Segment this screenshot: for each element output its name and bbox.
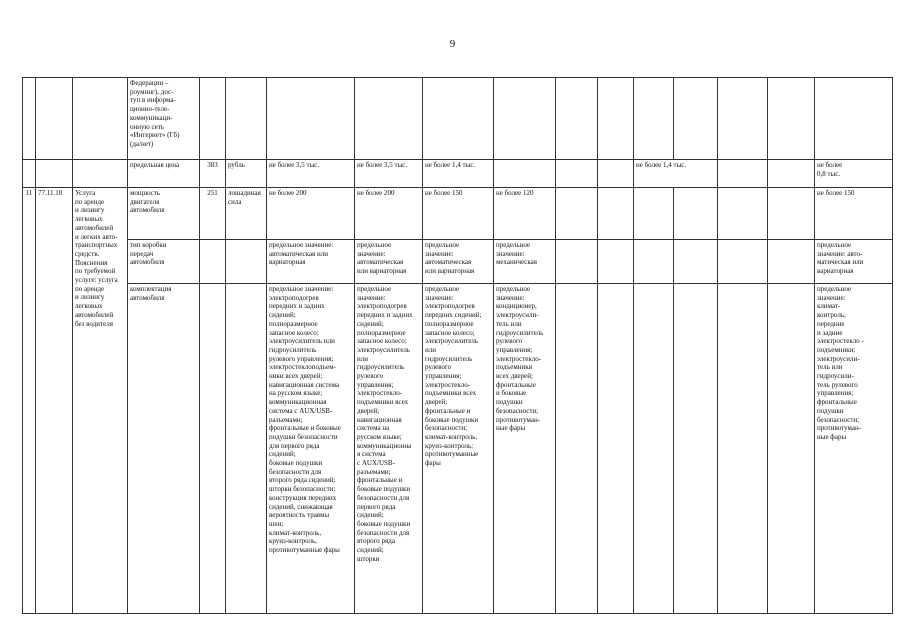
okei-code-cell: 383 bbox=[200, 160, 226, 188]
value-cell: не более 3,5 тыс. bbox=[267, 160, 355, 188]
cell bbox=[556, 160, 598, 188]
unit-cell: рубль bbox=[226, 160, 267, 188]
value-cell: не более 150 bbox=[423, 188, 494, 240]
cell bbox=[768, 78, 815, 160]
catalog-table bbox=[22, 77, 893, 614]
cell bbox=[598, 78, 634, 160]
page-number: 9 bbox=[449, 38, 456, 50]
cell bbox=[355, 78, 423, 160]
cell bbox=[718, 188, 768, 240]
equipment-row bbox=[23, 284, 893, 614]
value-cell: не более 200 bbox=[355, 188, 423, 240]
cell bbox=[815, 78, 893, 160]
unit-cell: лошадиная сила bbox=[226, 188, 267, 240]
value-cell: не более 200 bbox=[267, 188, 355, 240]
cell bbox=[73, 78, 128, 160]
cell bbox=[267, 78, 355, 160]
cell bbox=[23, 160, 36, 188]
cell bbox=[36, 78, 73, 160]
power-row bbox=[23, 188, 893, 240]
okei-code-cell: 251 bbox=[200, 188, 226, 240]
service-name-cell: Услуга по аренде и лизингу легковых автомобилей и легких авто- транспортных средств. Пояснения по требуемой услуге: услуга по аренде и лизингу легковых автомобилей без водителя bbox=[73, 188, 128, 614]
row-number-cell: 11 bbox=[23, 188, 36, 614]
cell bbox=[494, 78, 556, 160]
cell bbox=[674, 284, 718, 614]
characteristic-cell: Федерации – роуминг), дос- туп в информа- ционно-теле- коммуникаци- онную сеть «Интернет» (Гб) (да/нет) bbox=[128, 78, 200, 160]
value-cell: предельное значение: электроподогрев передних сидений; полноразмерное запасное колесо; электроусилитель или гидроусилитель рулевого управления; электростекло- подъемники всех дверей; фронтальные и боковые подушки безопасности; климат-контроль, круиз-контроль; противотуманные фары bbox=[423, 284, 494, 614]
cell bbox=[556, 240, 598, 284]
value-cell: предельное значение: автоматическая или вариаторная bbox=[423, 240, 494, 284]
value-cell: предельное значение: электроподогрев передних и задних сидений; полноразмерное запасное колесо; электроусилитель или гидроусилитель рулевого управления; электростеклоподъем- ники всех дверей; навигационная система на русском языке; коммуникационная система с AUX/USB- разъемами; фронтальные и боковые подушки безопасности для первого ряда сидений; боковые подушки безопасности для второго ряда сидений; шторки безопасности; конструкция передних сидений, снижающая вероятность травмы шеи; климат-контроль, круиз-контроль, противотуманные фары bbox=[267, 284, 355, 614]
cell bbox=[768, 188, 815, 240]
cell bbox=[634, 78, 674, 160]
cell bbox=[494, 160, 556, 188]
value-cell: не более 0,8 тыс. bbox=[815, 160, 893, 188]
okpd-code-cell: 77.11.10 bbox=[36, 188, 73, 614]
cell bbox=[718, 78, 768, 160]
characteristic-cell: мощность двигателя автомобиля bbox=[128, 188, 200, 240]
characteristic-cell: тип коробки передач автомобиля bbox=[128, 240, 200, 284]
cell bbox=[598, 240, 634, 284]
value-cell: предельное значение: авто- матическая или вариаторная bbox=[815, 240, 893, 284]
cell bbox=[423, 78, 494, 160]
continuation-row bbox=[23, 78, 893, 160]
value-cell: предельное значение: автоматическая или вариаторная bbox=[267, 240, 355, 284]
cell bbox=[768, 284, 815, 614]
cell bbox=[598, 160, 634, 188]
value-cell: предельное значение: кондиционер, электроусили- тель или гидроусилитель рулевого управления; электростекло- подъемники всех дверей; фронтальные и боковые подушки безопасности; противотуман- ные фары bbox=[494, 284, 556, 614]
value-cell: предельное значение: механическая bbox=[494, 240, 556, 284]
gearbox-row bbox=[23, 240, 893, 284]
cell bbox=[226, 78, 267, 160]
cell bbox=[674, 188, 718, 240]
cell bbox=[674, 240, 718, 284]
cell bbox=[634, 240, 674, 284]
value-cell: не более 1,4 тыс. bbox=[634, 160, 718, 188]
cell bbox=[718, 284, 768, 614]
value-cell: предельное значение: климат- контроль; передние и задние электростекло - подъемники; электроусили- тель или гидроусили- тель рулевого управления; фронтальные подушки безопасности; противотуман- ные фары bbox=[815, 284, 893, 614]
value-cell: не более 1,4 тыс. bbox=[423, 160, 494, 188]
cell bbox=[718, 240, 768, 284]
value-cell: не более 3,5 тыс. bbox=[355, 160, 423, 188]
cell bbox=[768, 160, 815, 188]
cell bbox=[556, 284, 598, 614]
value-cell: предельное значение: электроподогрев передних и задних сидений; полноразмерное запасное колесо; электроусилитель или гидроусилитель рулевого управления; электростекло- подъемники всех дверей; навигационная система на русском языке; коммуникационна я система с AUX/USB- разъемами; фронтальные и боковые подушки безопасности для первого ряда сидений; боковые подушки безопасности для второго ряда сидений; шторки bbox=[355, 284, 423, 614]
cell bbox=[634, 284, 674, 614]
cell bbox=[200, 78, 226, 160]
characteristic-cell: предельная цена bbox=[128, 160, 200, 188]
cell bbox=[200, 284, 226, 614]
cell bbox=[634, 188, 674, 240]
cell bbox=[23, 78, 36, 160]
cell bbox=[36, 160, 73, 188]
cell bbox=[598, 188, 634, 240]
characteristic-cell: комплектация автомобиля bbox=[128, 284, 200, 614]
cell bbox=[226, 240, 267, 284]
cell bbox=[598, 284, 634, 614]
cell bbox=[768, 240, 815, 284]
cell bbox=[718, 160, 768, 188]
cell bbox=[73, 160, 128, 188]
cell bbox=[674, 78, 718, 160]
value-cell: предельное значение: автоматическая или вариаторная bbox=[355, 240, 423, 284]
cell bbox=[200, 240, 226, 284]
cell bbox=[556, 188, 598, 240]
cell bbox=[226, 284, 267, 614]
price-row bbox=[23, 160, 893, 188]
cell bbox=[556, 78, 598, 160]
value-cell: не более 120 bbox=[494, 188, 556, 240]
value-cell: не более 150 bbox=[815, 188, 893, 240]
